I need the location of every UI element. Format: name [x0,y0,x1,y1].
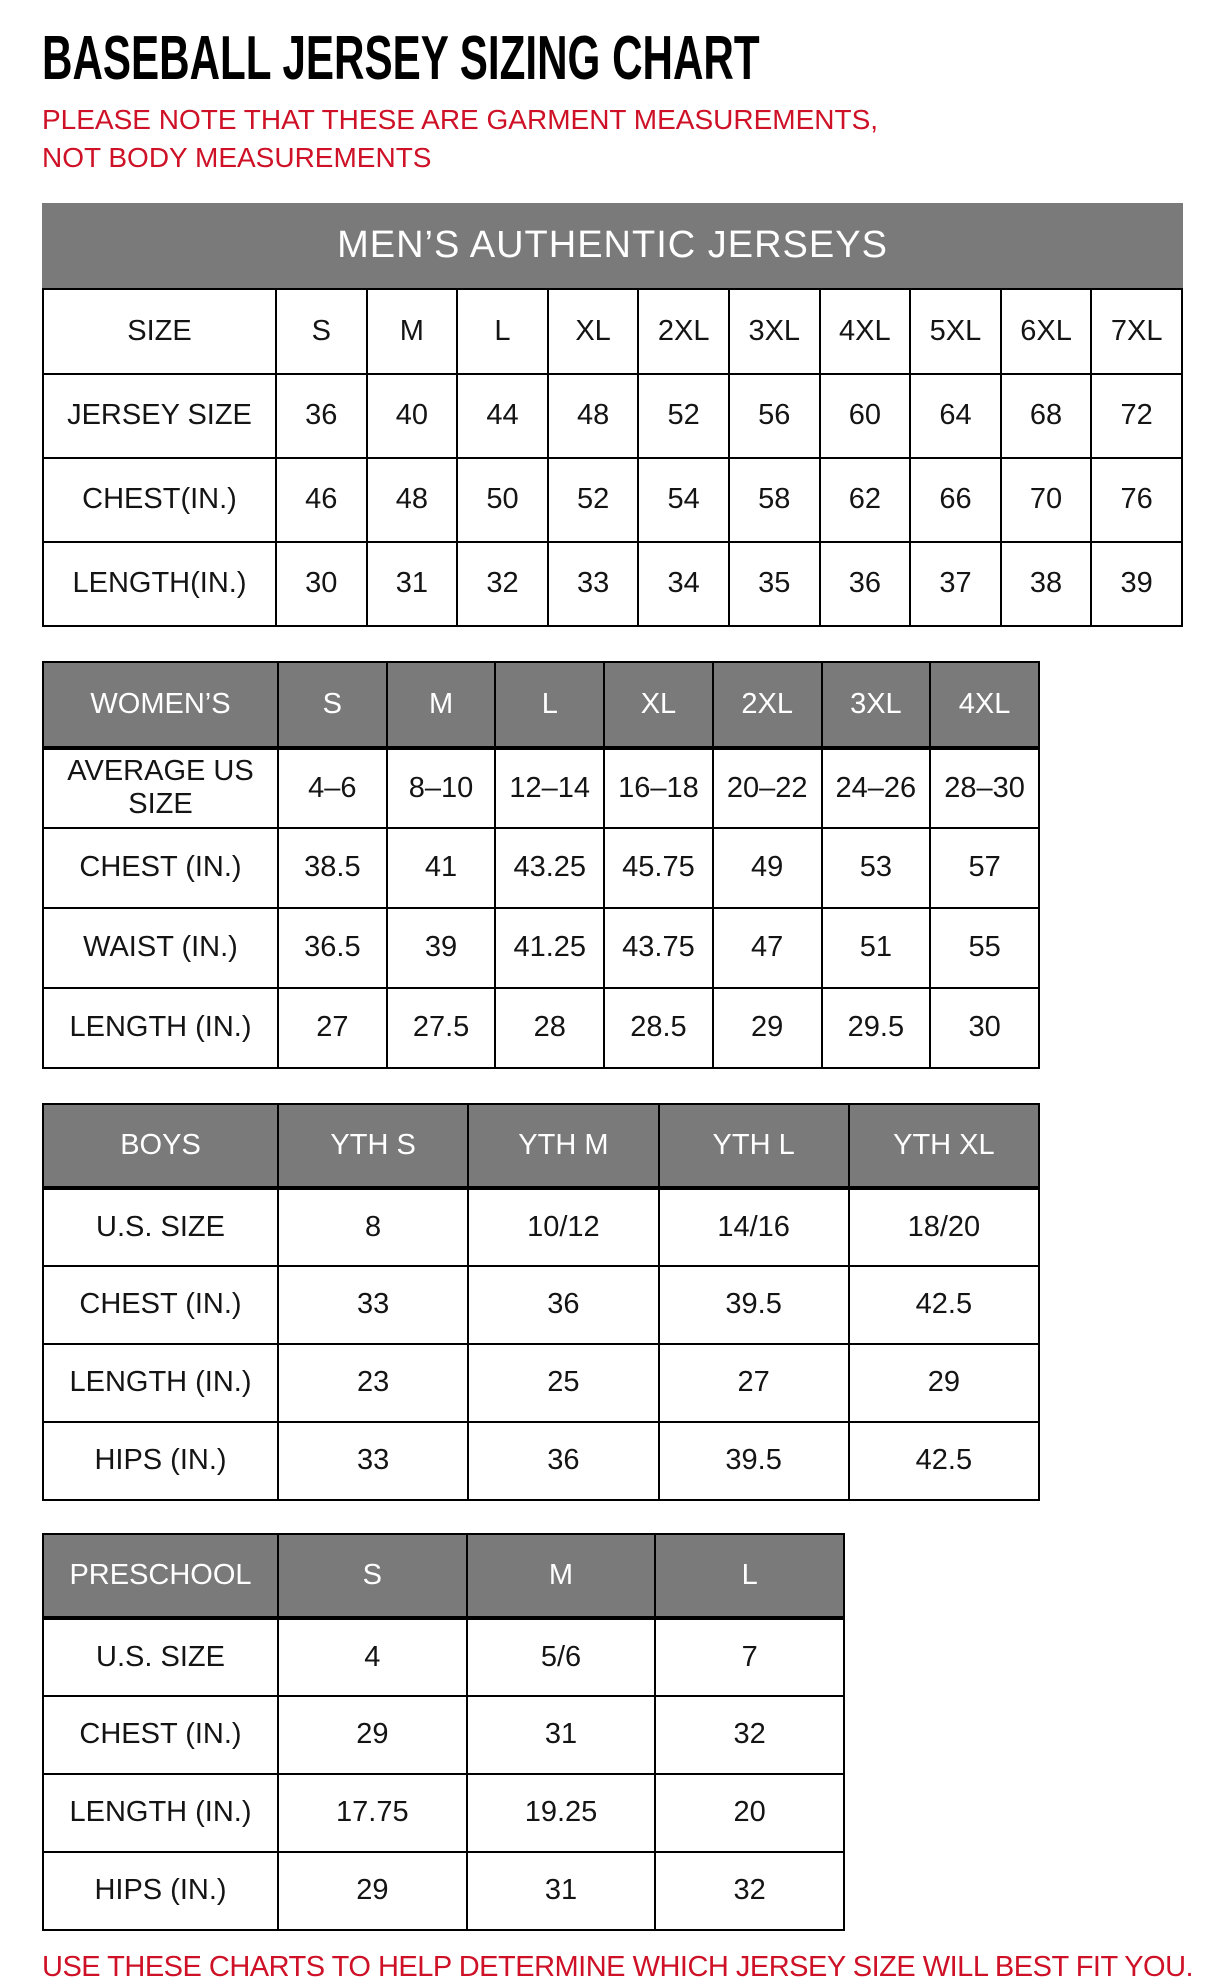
value-cell: 32 [457,542,548,626]
value-cell: 48 [367,458,458,542]
value-cell: 55 [930,908,1039,988]
mens-data-row [43,542,1182,626]
value-cell: 8 [278,1188,468,1266]
column-header-cell: 6XL [1001,289,1092,374]
preschool-header-row [43,1534,844,1618]
row-label-cell: CHEST (IN.) [43,1696,278,1774]
row-label-cell: CHEST (IN.) [43,828,278,908]
value-cell: 30 [276,542,367,626]
value-cell: 47 [713,908,822,988]
value-cell: 20–22 [713,748,822,828]
preschool-data-row [43,1696,844,1774]
value-cell: 33 [278,1422,468,1500]
column-header-cell: 2XL [713,662,822,748]
value-cell: 4 [278,1618,467,1696]
value-cell: 30 [930,988,1039,1068]
value-cell: 58 [729,458,820,542]
value-cell: 62 [820,458,911,542]
value-cell: 39 [1091,542,1182,626]
womens-size-table [42,661,1040,1069]
value-cell: 43.25 [495,828,604,908]
tables-container [42,203,1220,1931]
value-cell: 50 [457,458,548,542]
value-cell: 66 [910,458,1001,542]
value-cell: 56 [729,374,820,458]
value-cell: 41.25 [495,908,604,988]
column-header-cell: 3XL [822,662,931,748]
column-header-cell: S [276,289,367,374]
value-cell: 29 [849,1344,1039,1422]
value-cell: 27 [278,988,387,1068]
value-cell: 68 [1001,374,1092,458]
mens-table-section [42,203,1183,627]
preschool-table-section [42,1533,845,1931]
column-header-cell: S [278,1534,467,1618]
column-header-cell: XL [604,662,713,748]
value-cell: 52 [548,458,639,542]
womens-data-row [43,988,1039,1068]
value-cell: 33 [278,1266,468,1344]
value-cell: 49 [713,828,822,908]
value-cell: 14/16 [659,1188,849,1266]
value-cell: 40 [367,374,458,458]
row-label-cell: AVERAGE US SIZE [43,748,278,828]
value-cell: 38.5 [278,828,387,908]
row-label-cell: CHEST (IN.) [43,1266,278,1344]
column-header-cell: 2XL [638,289,729,374]
value-cell: 35 [729,542,820,626]
value-cell: 36 [820,542,911,626]
value-cell: 39 [387,908,496,988]
value-cell: 7 [655,1618,844,1696]
column-header-cell: 4XL [930,662,1039,748]
value-cell: 28.5 [604,988,713,1068]
value-cell: 32 [655,1696,844,1774]
value-cell: 36.5 [278,908,387,988]
value-cell: 36 [276,374,367,458]
value-cell: 34 [638,542,729,626]
value-cell: 4–6 [278,748,387,828]
column-header-cell: SIZE [43,289,276,374]
value-cell: 39.5 [659,1266,849,1344]
row-label-cell: JERSEY SIZE [43,374,276,458]
womens-table-section [42,661,1040,1069]
value-cell: 37 [910,542,1001,626]
column-header-cell: 7XL [1091,289,1182,374]
footer-note: USE THESE CHARTS TO HELP DETERMINE WHICH JERSEY SIZE WILL BEST FIT YOU. [42,1950,1194,1983]
boys-data-row [43,1188,1039,1266]
row-label-cell: LENGTH(IN.) [43,542,276,626]
column-header-cell: L [457,289,548,374]
value-cell: 31 [467,1852,656,1930]
mens-header-row [43,289,1182,374]
row-label-cell: LENGTH (IN.) [43,1344,278,1422]
row-label-cell: LENGTH (IN.) [43,1774,278,1852]
value-cell: 17.75 [278,1774,467,1852]
value-cell: 36 [468,1422,658,1500]
preschool-data-row [43,1774,844,1852]
value-cell: 41 [387,828,496,908]
mens-data-row [43,374,1182,458]
row-label-cell: U.S. SIZE [43,1188,278,1266]
value-cell: 31 [467,1696,656,1774]
column-header-cell: 4XL [820,289,911,374]
value-cell: 39.5 [659,1422,849,1500]
value-cell: 52 [638,374,729,458]
value-cell: 29 [278,1696,467,1774]
value-cell: 20 [655,1774,844,1852]
preschool-size-table [42,1533,845,1931]
value-cell: 36 [468,1266,658,1344]
value-cell: 29 [713,988,822,1068]
value-cell: 46 [276,458,367,542]
womens-data-row [43,828,1039,908]
column-header-cell: 3XL [729,289,820,374]
column-header-cell: WOMEN’S [43,662,278,748]
value-cell: 57 [930,828,1039,908]
preschool-data-row [43,1618,844,1696]
mens-data-row [43,458,1182,542]
value-cell: 16–18 [604,748,713,828]
mens-size-table [42,288,1183,627]
value-cell: 53 [822,828,931,908]
value-cell: 12–14 [495,748,604,828]
column-header-cell: M [367,289,458,374]
value-cell: 28–30 [930,748,1039,828]
boys-data-row [43,1422,1039,1500]
value-cell: 70 [1001,458,1092,542]
value-cell: 25 [468,1344,658,1422]
boys-header-row [43,1104,1039,1188]
value-cell: 54 [638,458,729,542]
value-cell: 38 [1001,542,1092,626]
column-header-cell: 5XL [910,289,1001,374]
row-label-cell: HIPS (IN.) [43,1422,278,1500]
boys-size-table [42,1103,1040,1501]
value-cell: 10/12 [468,1188,658,1266]
value-cell: 44 [457,374,548,458]
column-header-cell: PRESCHOOL [43,1534,278,1618]
garment-measurement-note: PLEASE NOTE THAT THESE ARE GARMENT MEASUREMENTS, NOT BODY MEASUREMENTS [42,104,879,173]
row-label-cell: CHEST(IN.) [43,458,276,542]
preschool-data-row [43,1852,844,1930]
value-cell: 28 [495,988,604,1068]
value-cell: 24–26 [822,748,931,828]
womens-header-row [43,662,1039,748]
column-header-cell: M [387,662,496,748]
column-header-cell: BOYS [43,1104,278,1188]
column-header-cell: L [495,662,604,748]
boys-data-row [43,1266,1039,1344]
page-title-text: BASEBALL JERSEY SIZING CHART [42,24,760,93]
column-header-cell: YTH S [278,1104,468,1188]
value-cell: 60 [820,374,911,458]
mens-table-banner: MEN’S AUTHENTIC JERSEYS [42,203,1183,288]
column-header-cell: S [278,662,387,748]
value-cell: 32 [655,1852,844,1930]
column-header-cell: YTH M [468,1104,658,1188]
value-cell: 5/6 [467,1618,656,1696]
value-cell: 48 [548,374,639,458]
value-cell: 76 [1091,458,1182,542]
value-cell: 72 [1091,374,1182,458]
row-label-cell: HIPS (IN.) [43,1852,278,1930]
value-cell: 29.5 [822,988,931,1068]
womens-data-row [43,748,1039,828]
value-cell: 51 [822,908,931,988]
value-cell: 45.75 [604,828,713,908]
value-cell: 42.5 [849,1422,1039,1500]
value-cell: 19.25 [467,1774,656,1852]
value-cell: 42.5 [849,1266,1039,1344]
column-header-cell: L [655,1534,844,1618]
column-header-cell: XL [548,289,639,374]
value-cell: 29 [278,1852,467,1930]
value-cell: 27.5 [387,988,496,1068]
value-cell: 33 [548,542,639,626]
value-cell: 23 [278,1344,468,1422]
column-header-cell: M [467,1534,656,1618]
value-cell: 64 [910,374,1001,458]
value-cell: 8–10 [387,748,496,828]
row-label-cell: LENGTH (IN.) [43,988,278,1068]
row-label-cell: WAIST (IN.) [43,908,278,988]
column-header-cell: YTH L [659,1104,849,1188]
value-cell: 43.75 [604,908,713,988]
value-cell: 18/20 [849,1188,1039,1266]
column-header-cell: YTH XL [849,1104,1039,1188]
boys-data-row [43,1344,1039,1422]
value-cell: 31 [367,542,458,626]
womens-data-row [43,908,1039,988]
boys-table-section [42,1103,1040,1501]
value-cell: 27 [659,1344,849,1422]
row-label-cell: U.S. SIZE [43,1618,278,1696]
page-title [42,26,1220,91]
